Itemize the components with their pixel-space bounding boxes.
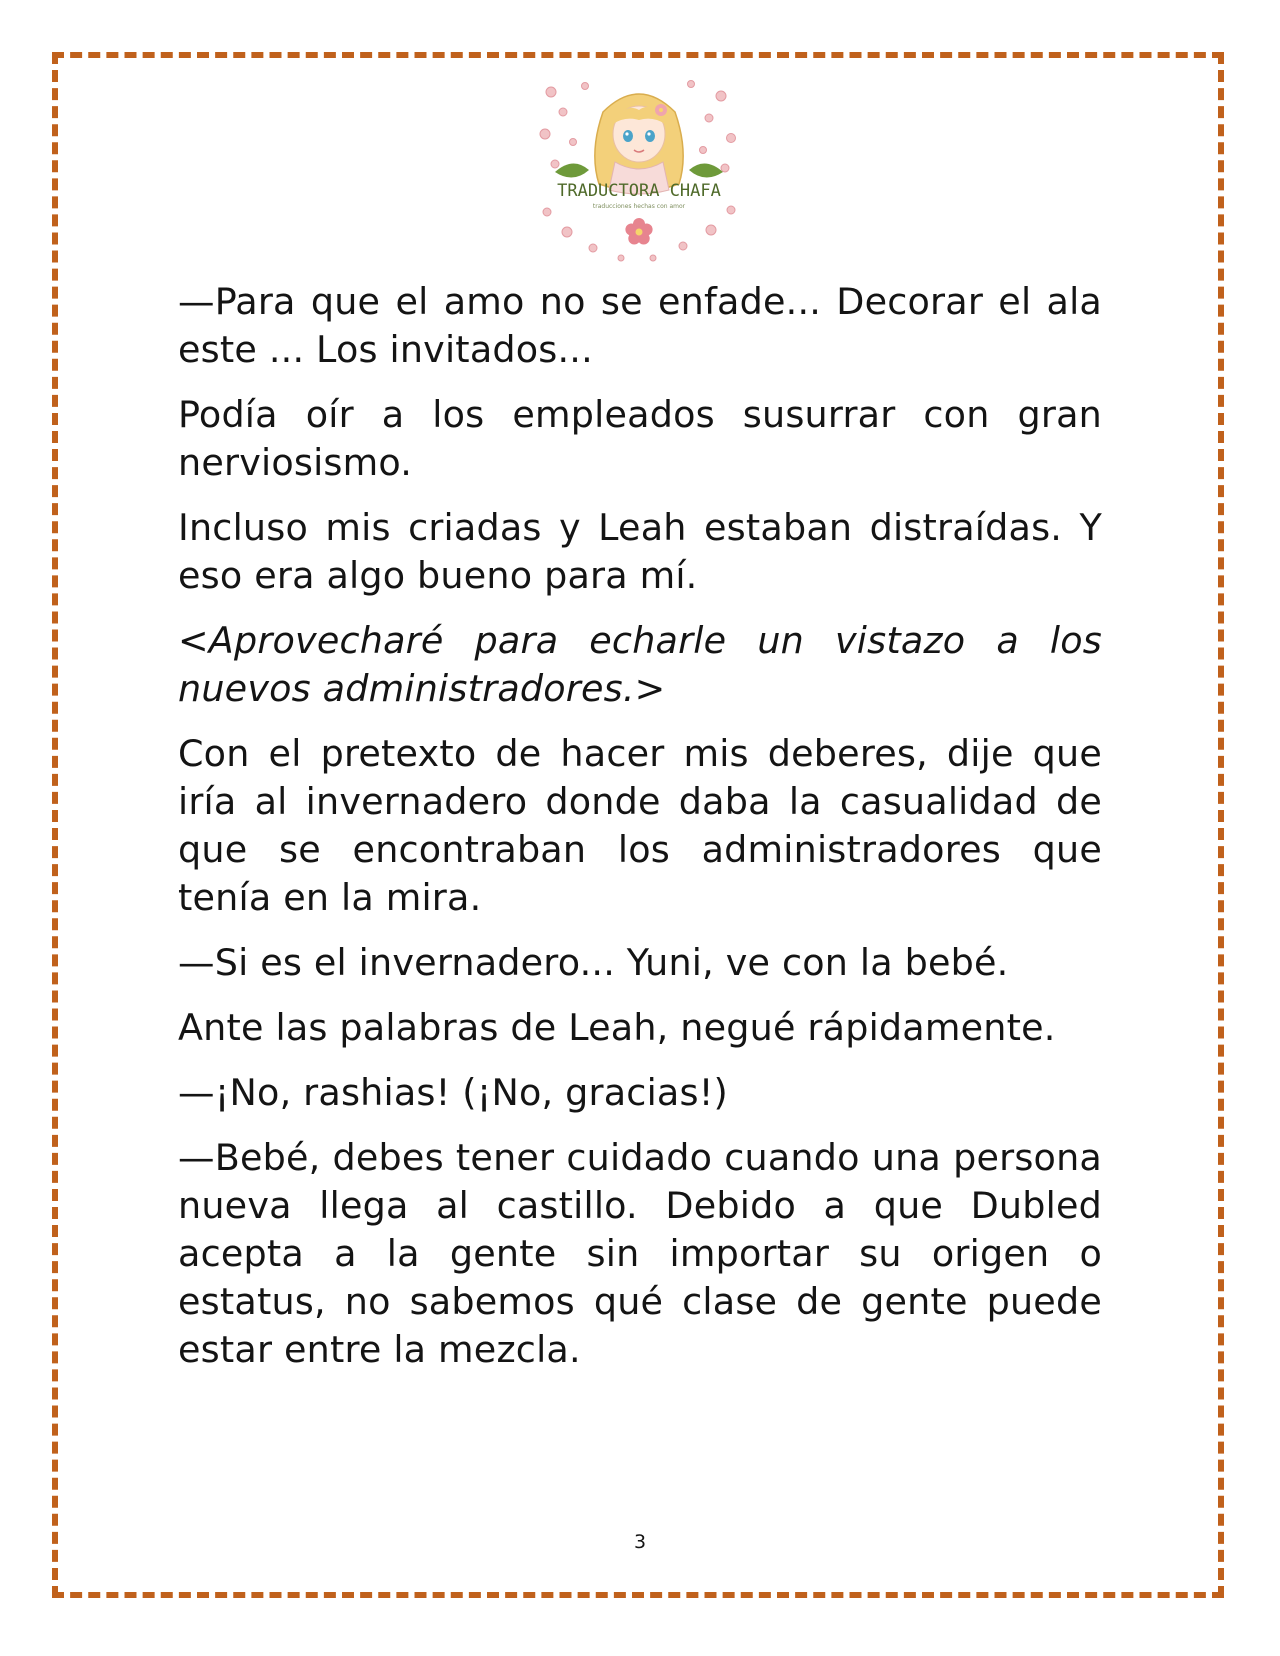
logo <box>533 72 745 268</box>
paragraph: —Para que el amo no se enfade... Decorar el ala este ... Los invitados... <box>178 280 1102 371</box>
paragraph: —Si es el invernadero... Yuni, ve con la bebé. <box>178 941 1009 984</box>
paragraph: —¡No, rashias! (¡No, gracias!) <box>178 1071 728 1114</box>
logo-subtitle: traducciones hechas con amor <box>592 203 686 210</box>
paragraph: —Bebé, debes tener cuidado cuando una persona nueva llega al castillo. Debido a que Dubled acepta a la gente sin importar su origen o estatus, no sabemos qué clase de gente puede estar entre la mezcla. <box>178 1136 1102 1371</box>
paragraph: Con el pretexto de hacer mis deberes, dije que iría al invernadero donde daba la casualidad de que se encontraban los administradores que tenía en la mira. <box>178 732 1102 919</box>
paragraph: Podía oír a los empleados susurrar con gran nerviosismo. <box>178 393 1102 484</box>
page-text <box>178 278 1102 1391</box>
logo-title: TRADUCTORA CHAFA <box>557 181 721 201</box>
page-number: 3 <box>633 1531 647 1553</box>
paragraph: Incluso mis criadas y Leah estaban distraídas. Y eso era algo bueno para mí. <box>178 506 1102 597</box>
traductora-chafa-logo-icon <box>533 72 745 268</box>
paragraph: Ante las palabras de Leah, negué rápidamente. <box>178 1006 1056 1049</box>
thought-paragraph: <Aprovecharé para echarle un vistazo a los nuevos administradores.> <box>178 619 1102 710</box>
